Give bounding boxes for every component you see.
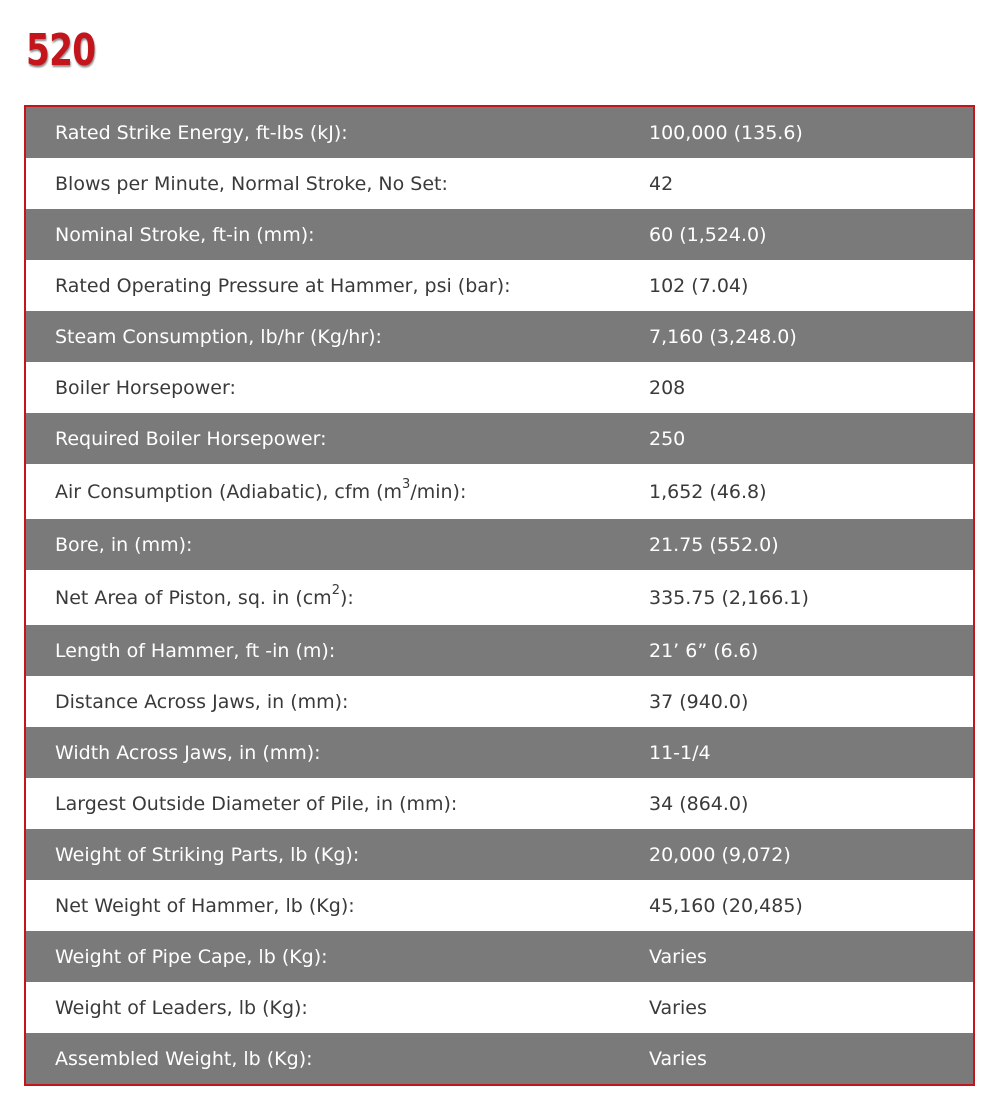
spec-row-weight-of-pipe-cape bbox=[26, 931, 973, 982]
spec-value: 1,652 (46.8) bbox=[649, 480, 767, 503]
spec-row-net-weight-of-hammer bbox=[26, 880, 973, 931]
spec-row-rated-operating-pressure bbox=[26, 260, 973, 311]
spec-label: Rated Strike Energy, ft-lbs (kJ): bbox=[55, 121, 348, 144]
spec-label: Boiler Horsepower: bbox=[55, 376, 236, 399]
spec-label: Weight of Leaders, lb (Kg): bbox=[55, 996, 308, 1019]
spec-row-bore bbox=[26, 519, 973, 570]
spec-value: 7,160 (3,248.0) bbox=[649, 325, 797, 348]
spec-value: Varies bbox=[649, 1047, 707, 1070]
spec-label-superscript: 2 bbox=[331, 583, 340, 599]
spec-label-text: Air Consumption (Adiabatic), cfm (m bbox=[55, 480, 403, 503]
spec-value: 208 bbox=[649, 376, 686, 399]
spec-row-distance-across-jaws bbox=[26, 676, 973, 727]
spec-value: 250 bbox=[649, 427, 686, 450]
spec-value: Varies bbox=[649, 996, 707, 1019]
spec-row-weight-of-leaders bbox=[26, 982, 973, 1033]
spec-row-net-area-of-piston bbox=[26, 570, 973, 625]
spec-value: 335.75 (2,166.1) bbox=[649, 586, 809, 609]
spec-label: Weight of Striking Parts, lb (Kg): bbox=[55, 843, 360, 866]
spec-value: 60 (1,524.0) bbox=[649, 223, 767, 246]
spec-row-rated-strike-energy bbox=[26, 107, 973, 158]
spec-label: Rated Operating Pressure at Hammer, psi (bar): bbox=[55, 274, 511, 297]
spec-label bbox=[26, 583, 649, 609]
spec-value: 34 (864.0) bbox=[649, 792, 749, 815]
spec-table bbox=[24, 105, 975, 1086]
spec-label-text: Net Area of Piston, sq. in (cm bbox=[55, 586, 332, 609]
spec-label bbox=[26, 477, 649, 503]
spec-row-length-of-hammer bbox=[26, 625, 973, 676]
spec-value: 37 (940.0) bbox=[649, 690, 749, 713]
spec-value: 45,160 (20,485) bbox=[649, 894, 803, 917]
spec-value: 11-1/4 bbox=[649, 741, 711, 764]
spec-row-air-consumption bbox=[26, 464, 973, 519]
spec-label-superscript: 3 bbox=[402, 477, 411, 493]
spec-row-boiler-horsepower bbox=[26, 362, 973, 413]
spec-value: 42 bbox=[649, 172, 674, 195]
spec-row-nominal-stroke bbox=[26, 209, 973, 260]
spec-label: Blows per Minute, Normal Stroke, No Set: bbox=[55, 172, 448, 195]
spec-label: Length of Hammer, ft -in (m): bbox=[55, 639, 336, 662]
spec-label: Largest Outside Diameter of Pile, in (mm): bbox=[55, 792, 458, 815]
spec-row-required-boiler-horsepower bbox=[26, 413, 973, 464]
spec-label: Steam Consumption, lb/hr (Kg/hr): bbox=[55, 325, 382, 348]
spec-label: Width Across Jaws, in (mm): bbox=[55, 741, 321, 764]
spec-label: Bore, in (mm): bbox=[55, 533, 193, 556]
spec-label: Required Boiler Horsepower: bbox=[55, 427, 327, 450]
spec-label: Distance Across Jaws, in (mm): bbox=[55, 690, 349, 713]
spec-row-largest-outside-diameter bbox=[26, 778, 973, 829]
spec-row-weight-of-striking-parts bbox=[26, 829, 973, 880]
spec-value: 21.75 (552.0) bbox=[649, 533, 779, 556]
spec-row-assembled-weight bbox=[26, 1033, 973, 1084]
spec-label: Weight of Pipe Cape, lb (Kg): bbox=[55, 945, 328, 968]
spec-row-steam-consumption bbox=[26, 311, 973, 362]
spec-label: Nominal Stroke, ft-in (mm): bbox=[55, 223, 315, 246]
spec-label: Net Weight of Hammer, lb (Kg): bbox=[55, 894, 355, 917]
spec-value: 100,000 (135.6) bbox=[649, 121, 803, 144]
spec-label-suffix: /min): bbox=[410, 480, 467, 503]
spec-value: 20,000 (9,072) bbox=[649, 843, 791, 866]
spec-value: 21’ 6” (6.6) bbox=[649, 639, 759, 662]
spec-label-suffix: ): bbox=[339, 586, 354, 609]
spec-row-width-across-jaws bbox=[26, 727, 973, 778]
spec-value: 102 (7.04) bbox=[649, 274, 749, 297]
spec-label: Assembled Weight, lb (Kg): bbox=[55, 1047, 313, 1070]
model-title: 520 bbox=[26, 25, 96, 76]
spec-value: Varies bbox=[649, 945, 707, 968]
spec-row-blows-per-minute bbox=[26, 158, 973, 209]
